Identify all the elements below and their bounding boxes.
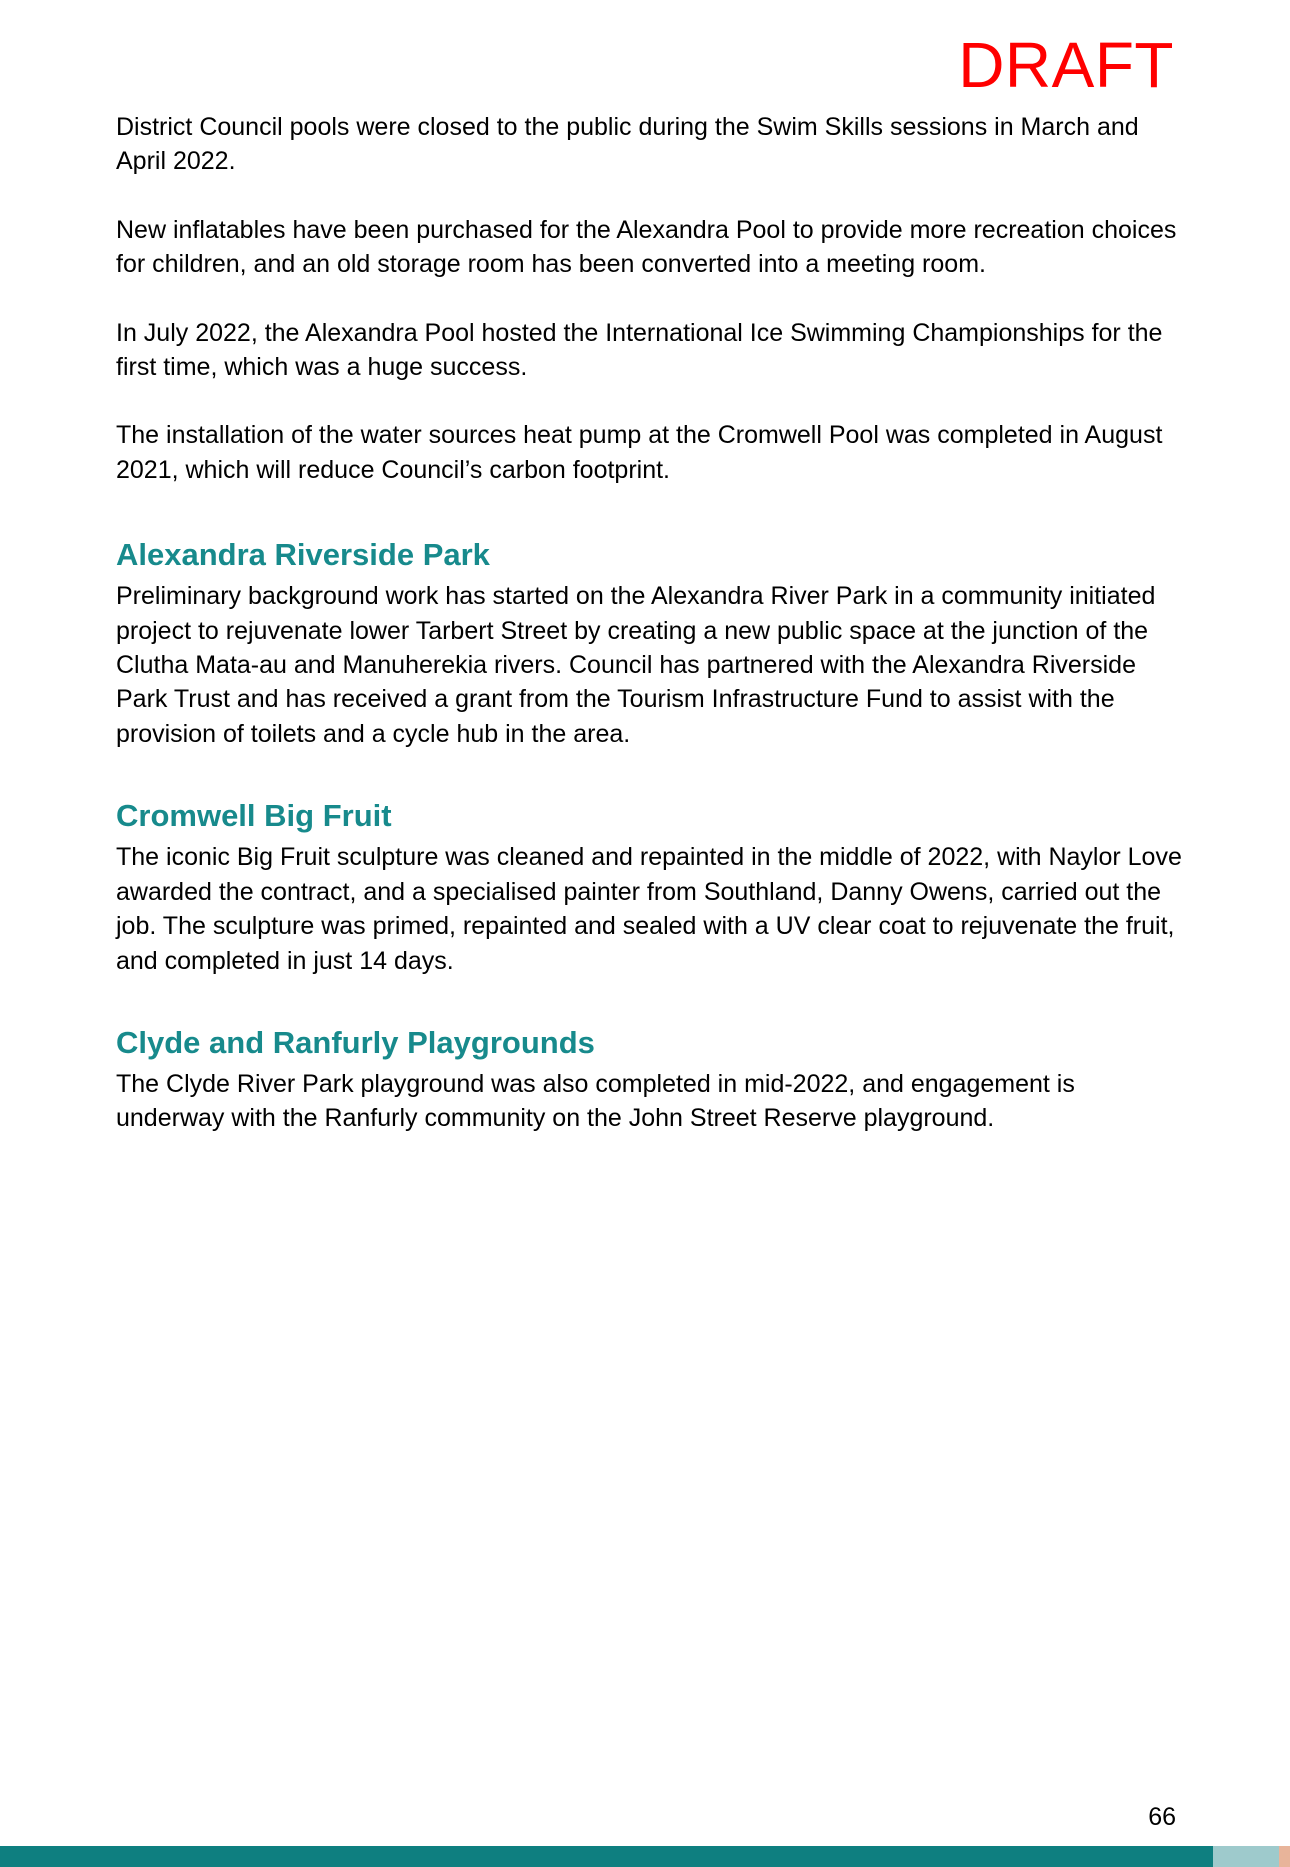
- intro-block: [116, 110, 1186, 487]
- section-cromwell-big-fruit: [116, 796, 1186, 978]
- footer-bar-light-segment: [1213, 1846, 1279, 1867]
- section-alexandra-riverside-park: [116, 535, 1186, 751]
- section-body: The Clyde River Park playground was also completed in mid-2022, and engagement is underway with the Ranfurly community on the John Street Reserve playground.: [116, 1069, 1075, 1133]
- section-body: The iconic Big Fruit sculpture was cleaned and repainted in the middle of 2022, with Naylor Love awarded the contract, and a specialised painter from Southland, Danny Owens, carried out the job. The sculpture was primed, repainted and sealed with a UV clear coat to rejuvenate the fruit, and completed in just 14 days.: [116, 843, 1182, 975]
- section-clyde-ranfurly-playgrounds: [116, 1023, 1186, 1136]
- intro-paragraph: The installation of the water sources heat pump at the Cromwell Pool was completed in August 2021, which will reduce Council’s carbon footprint.: [116, 421, 1163, 484]
- draft-watermark: DRAFT: [958, 29, 1174, 101]
- intro-paragraph: District Council pools were closed to the public during the Swim Skills sessions in March and April 2022.: [116, 113, 1139, 176]
- footer-bar: [0, 1846, 1213, 1867]
- section-heading: Clyde and Ranfurly Playgrounds: [116, 1024, 595, 1060]
- intro-paragraph: New inflatables have been purchased for the Alexandra Pool to provide more recreation choices for children, and an old storage room has been converted into a meeting room.: [116, 215, 1177, 279]
- section-heading: Alexandra Riverside Park: [116, 537, 490, 573]
- footer-bar-accent-segment: [1279, 1846, 1290, 1867]
- intro-paragraph: In July 2022, the Alexandra Pool hosted the International Ice Swimming Championships for the first time, which was a huge success.: [116, 318, 1163, 382]
- section-heading: Cromwell Big Fruit: [116, 798, 392, 834]
- section-body: Preliminary background work has started on the Alexandra River Park in a community initiated project to rejuvenate lower Tarbert Street by creating a new public space at the junction of the Clutha Mata-au and Manuherekia rivers. Council has partnered with the Alexandra Riverside Park Trust and has received a grant from the Tourism Infrastructure Fund to assist with the provision of toilets and a cycle hub in the area.: [116, 582, 1156, 748]
- page-content: [116, 110, 1186, 1181]
- page-number: 66: [1148, 1803, 1176, 1831]
